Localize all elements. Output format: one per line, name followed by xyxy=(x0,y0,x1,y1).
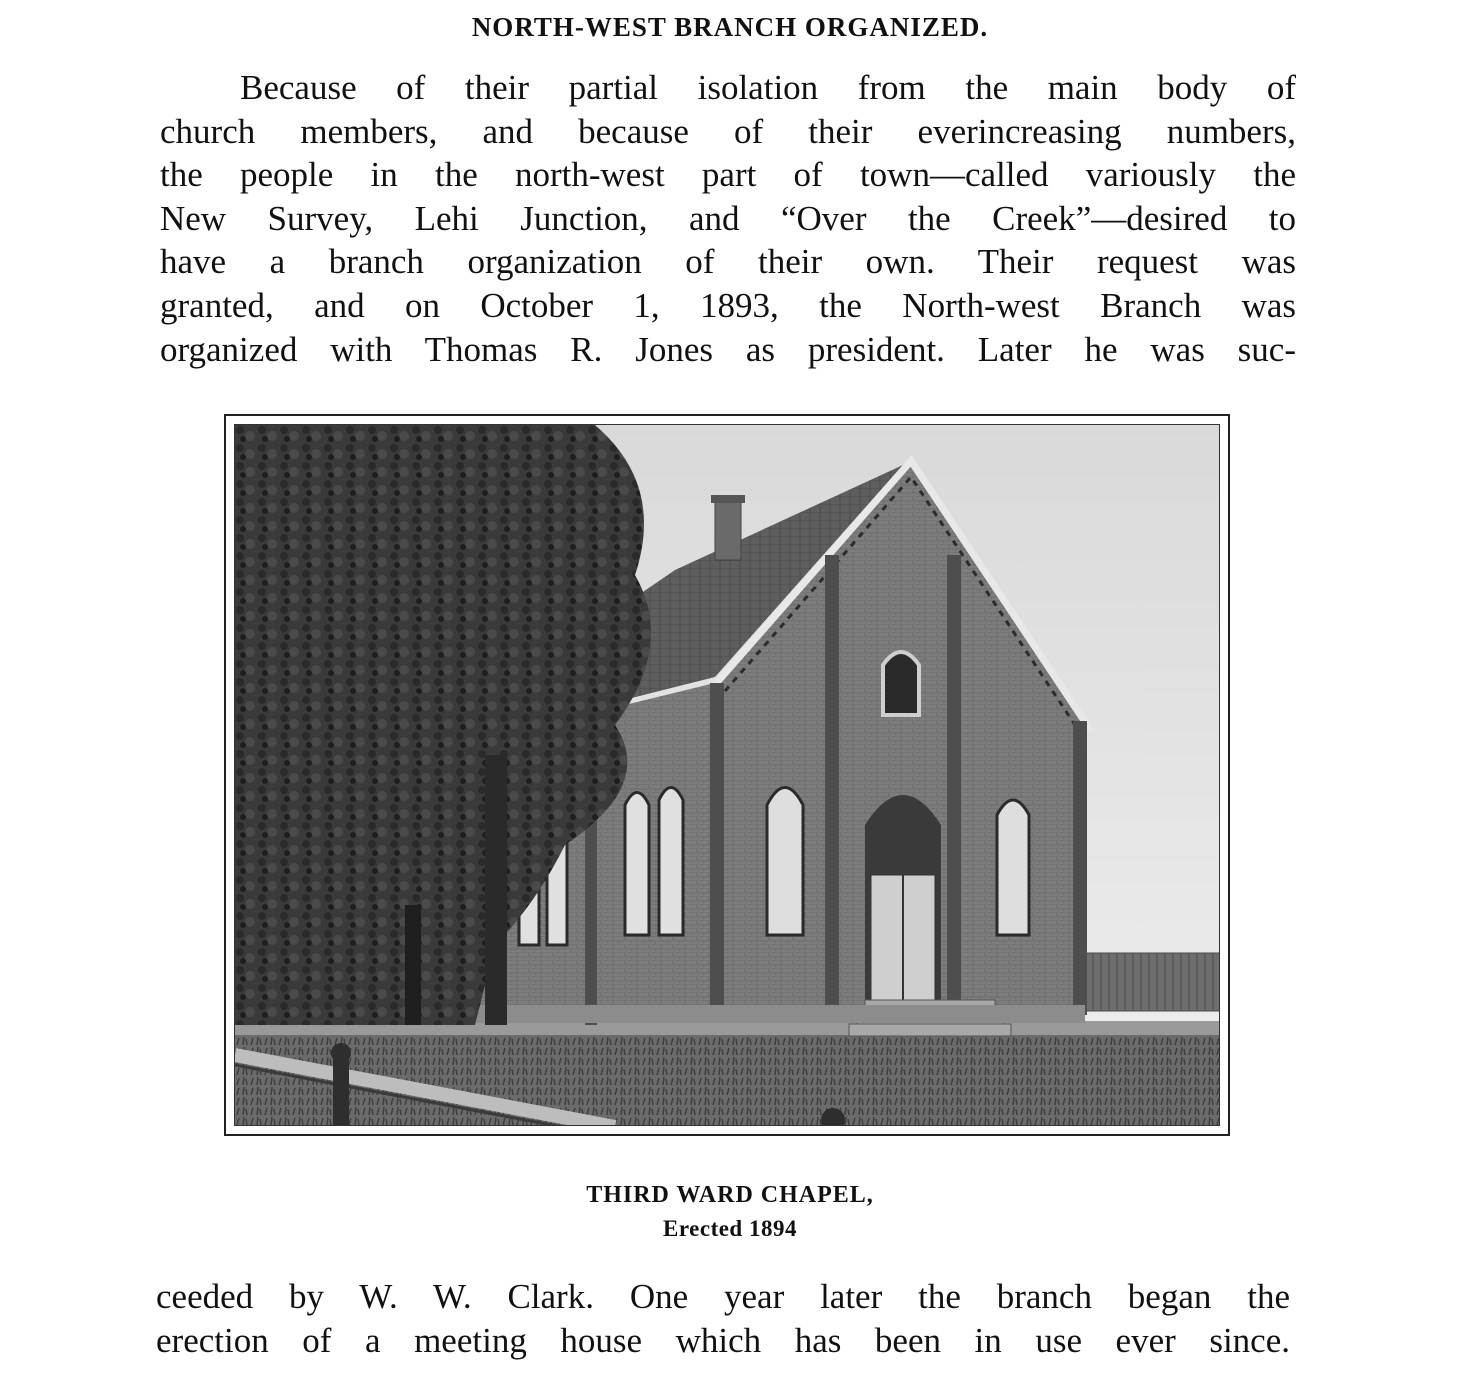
figure-caption-title: THIRD WARD CHAPEL, xyxy=(586,1182,874,1208)
text-line: organized with Thomas R. Jones as president. Later he was suc- xyxy=(160,329,1296,369)
paragraph-top xyxy=(160,66,1296,371)
text-line: Because of their partial isolation from the main body of xyxy=(240,68,1296,107)
text-line: New Survey, Lehi Junction, and “Over the Creek”—desired to xyxy=(160,198,1296,238)
text-line: granted, and on October 1, 1893, the North-west Branch was xyxy=(160,285,1296,325)
text-line: ceeded by W. W. Clark. One year later the branch began the xyxy=(156,1277,1290,1316)
figure-caption-subtitle: Erected 1894 xyxy=(663,1216,797,1241)
text-line: church members, and because of their everincreasing numbers, xyxy=(160,111,1296,151)
text-line: erection of a meeting house which has been in use ever since. xyxy=(156,1320,1290,1360)
chapel-photo-frame xyxy=(224,414,1230,1136)
fence xyxy=(1080,953,1220,1011)
chapel-photo xyxy=(234,424,1220,1126)
section-heading: NORTH-WEST BRANCH ORGANIZED. xyxy=(471,12,989,42)
text-line: the people in the north-west part of town—called variously the xyxy=(160,155,1296,195)
paragraph-bottom xyxy=(156,1275,1290,1362)
text-line: have a branch organization of their own. Their request was xyxy=(160,242,1296,282)
